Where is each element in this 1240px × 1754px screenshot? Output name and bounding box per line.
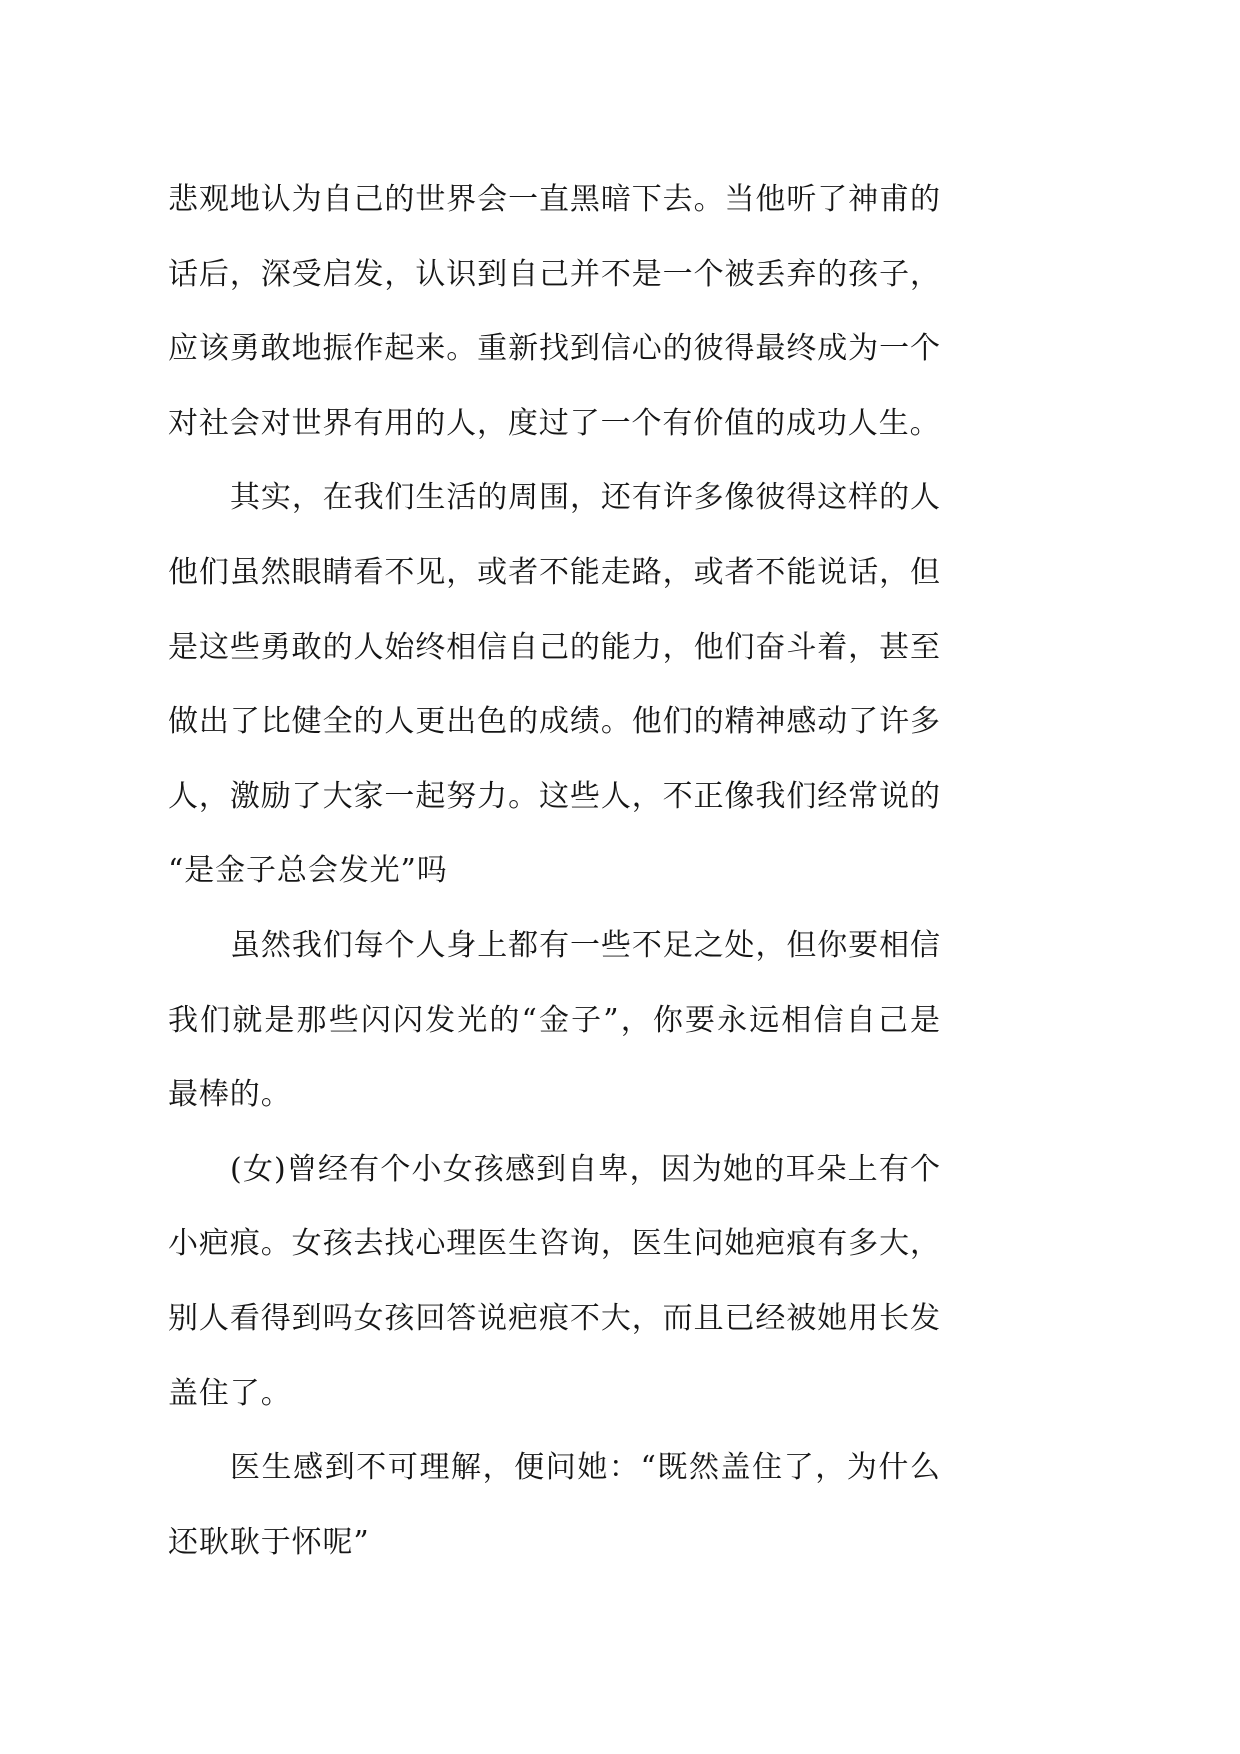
paragraph <box>168 461 940 909</box>
text-line: 话后，深受启发，认识到自己并不是一个被丢弃的孩子， <box>168 256 940 292</box>
text-line: 他们虽然眼睛看不见，或者不能走路，或者不能说话，但 <box>168 554 940 590</box>
text-line: 盖住了。 <box>168 1375 292 1411</box>
paragraph <box>168 1133 940 1431</box>
paragraph <box>168 909 940 1133</box>
text-line: 人，激励了大家一起努力。这些人，不正像我们经常说的 <box>168 778 940 814</box>
text-line: 做出了比健全的人更出色的成绩。他们的精神感动了许多 <box>168 704 940 740</box>
text-line: 还耿耿于怀呢” <box>168 1524 370 1560</box>
text-line: 悲观地认为自己的世界会一直黑暗下去。当他听了神甫的 <box>168 182 940 217</box>
paragraph <box>168 163 940 461</box>
text-line: 医生感到不可理解，便问她：“既然盖住了，为什么 <box>230 1450 940 1486</box>
text-line: 最棒的。 <box>168 1077 292 1113</box>
text-line: 是这些勇敢的人始终相信自己的能力，他们奋斗着，甚至 <box>168 629 940 665</box>
document-body <box>168 163 940 1580</box>
text-line: 其实，在我们生活的周围，还有许多像彼得这样的人 <box>230 480 940 516</box>
text-line: 别人看得到吗女孩回答说疤痕不大，而且已经被她用长发 <box>168 1300 940 1336</box>
paragraph <box>168 1431 940 1580</box>
text-line: 虽然我们每个人身上都有一些不足之处，但你要相信 <box>230 927 940 963</box>
text-line: 我们就是那些闪闪发光的“金子”，你要永远相信自己是 <box>168 1002 940 1038</box>
text-line: (女)曾经有个小女孩感到自卑，因为她的耳朵上有个 <box>230 1151 940 1187</box>
text-line: 小疤痕。女孩去找心理医生咨询，医生问她疤痕有多大， <box>168 1226 940 1262</box>
text-line: 对社会对世界有用的人，度过了一个有价值的成功人生。 <box>168 405 940 441</box>
text-line: 应该勇敢地振作起来。重新找到信心的彼得最终成为一个 <box>168 331 940 367</box>
text-line: “是金子总会发光”吗 <box>168 853 448 889</box>
